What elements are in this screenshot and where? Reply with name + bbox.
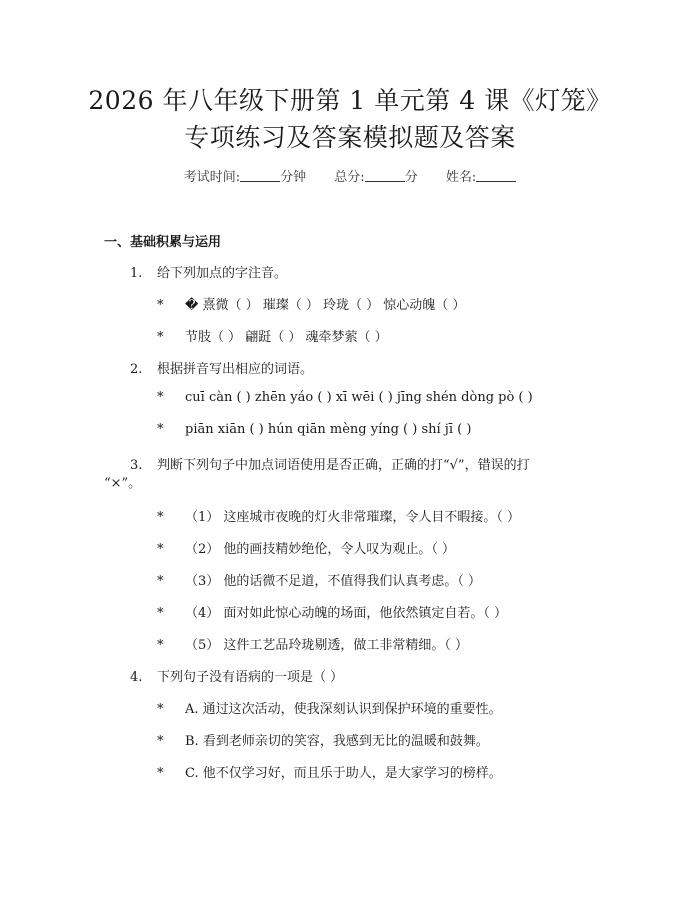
score-blank[interactable] — [365, 169, 405, 182]
list-item — [157, 602, 507, 621]
question-1 — [130, 262, 287, 281]
question-3 — [130, 454, 530, 473]
item-text: （1） 这座城市夜晚的灯火非常璀璨，令人目不暇接。（ ） — [185, 510, 521, 525]
page-title: 2026 年八年级下册第 1 单元第 4 课《灯笼》 — [88, 86, 612, 115]
question-text: 下列句子没有语病的一项是（ ） — [157, 670, 344, 685]
item-text: cuī càn ( ) zhēn yáo ( ) xī wēi ( ) jīng shén dòng pò ( ) — [185, 390, 533, 405]
item-text: B. 看到老师亲切的笑容，我感到无比的温暖和鼓舞。 — [185, 734, 489, 749]
list-item — [157, 506, 520, 525]
question-number: 2. — [130, 362, 143, 377]
bullet-icon: * — [157, 298, 164, 313]
list-item — [157, 538, 455, 557]
question-number: 1. — [130, 266, 143, 281]
list-item — [157, 390, 533, 405]
question-2 — [130, 358, 313, 377]
page-subtitle: 专项练习及答案模拟题及答案 — [184, 123, 516, 152]
item-text: C. 他不仅学习好，而且乐于助人，是大家学习的榜样。 — [185, 766, 502, 781]
score-unit: 分 — [404, 170, 418, 185]
question-4 — [130, 666, 343, 685]
question-number: 3. — [130, 458, 143, 473]
list-item — [157, 730, 489, 749]
name-label: 姓名: — [445, 170, 477, 185]
bullet-icon: * — [157, 510, 164, 525]
question-text: 判断下列句子中加点词语使用是否正确，正确的打“√”，错误的打 — [157, 458, 530, 473]
list-item — [157, 762, 502, 781]
name-blank[interactable] — [476, 169, 516, 182]
list-item — [157, 698, 502, 717]
bullet-icon: * — [157, 574, 164, 589]
bullet-icon: * — [157, 422, 164, 437]
item-text: （5） 这件工艺品玲珑剔透，做工非常精细。（ ） — [185, 638, 469, 653]
bullet-icon: * — [157, 542, 164, 557]
item-text: （3） 他的话微不足道，不值得我们认真考虑。（ ） — [185, 574, 482, 589]
list-item — [157, 570, 481, 589]
exam-meta — [0, 166, 700, 185]
item-text: （2） 他的画技精妙绝伦，令人叹为观止。（ ） — [185, 542, 456, 557]
item-text: � 熹微（ ） 璀璨（ ） 玲珑（ ） 惊心动魄（ ） — [185, 298, 466, 313]
question-text: 给下列加点的字注音。 — [157, 266, 288, 281]
list-item — [157, 422, 471, 437]
item-text: A. 通过这次活动，使我深刻认识到保护环境的重要性。 — [185, 702, 502, 717]
bullet-icon: * — [157, 390, 164, 405]
bullet-icon: * — [157, 734, 164, 749]
question-text: 根据拼音写出相应的词语。 — [157, 362, 314, 377]
bullet-icon: * — [157, 766, 164, 781]
bullet-icon: * — [157, 702, 164, 717]
time-label: 考试时间: — [183, 170, 241, 185]
bullet-icon: * — [157, 330, 164, 345]
time-blank[interactable] — [240, 169, 280, 182]
list-item — [157, 326, 388, 345]
section-heading: 一、基础积累与运用 — [104, 235, 222, 250]
question-number: 4. — [130, 670, 143, 685]
time-unit: 分钟 — [280, 170, 307, 185]
list-item — [157, 634, 468, 653]
question-text-wrap: “×”。 — [104, 476, 142, 491]
item-text: （4） 面对如此惊心动魄的场面，他依然镇定自若。（ ） — [185, 606, 508, 621]
list-item — [157, 294, 465, 313]
item-text: piān xiān ( ) hún qiān mèng yíng ( ) shí jī ( ) — [185, 422, 472, 437]
item-text: 节肢（ ） 翩跹（ ） 魂牵梦萦（ ） — [185, 330, 388, 345]
bullet-icon: * — [157, 606, 164, 621]
bullet-icon: * — [157, 638, 164, 653]
score-label: 总分: — [334, 170, 365, 185]
